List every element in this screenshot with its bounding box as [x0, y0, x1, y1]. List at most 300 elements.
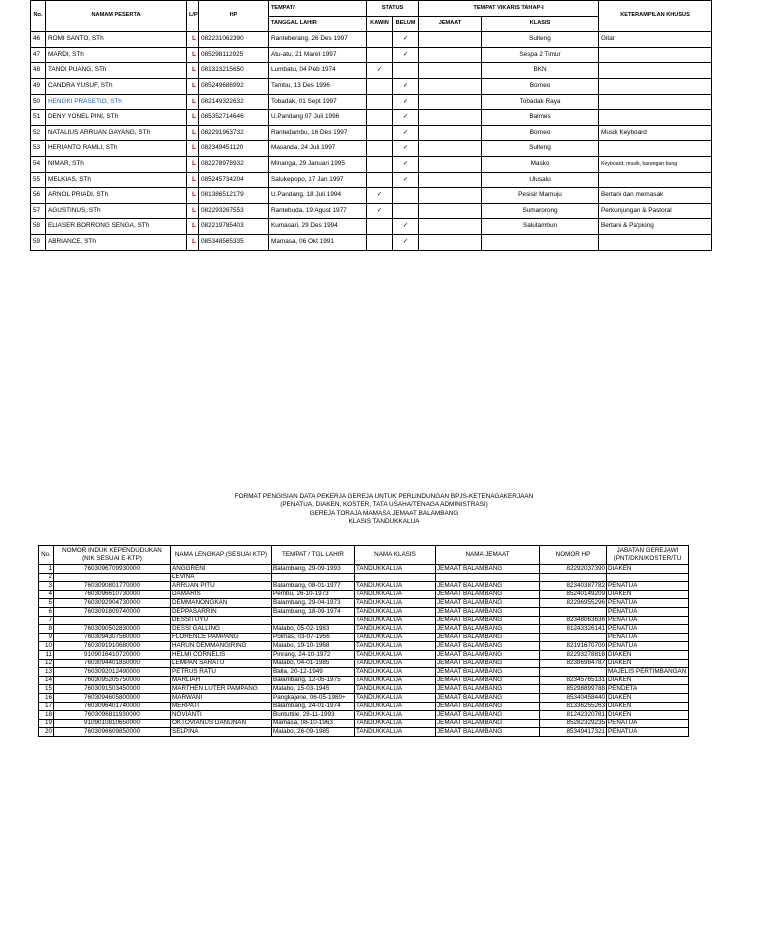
cell-nama-jemaat: JEMAAT BALAMBANG — [436, 685, 540, 694]
cell-nama-klasis: TANDUKKALUA — [355, 659, 436, 668]
form-subtitle: (PENATUA, DIAKEN, KOSTER, TATA USAHA/TENAGA ADMINISTRASI) — [280, 501, 488, 509]
cell-no: 14 — [39, 676, 54, 685]
cell-hp: 081386512179 — [199, 188, 269, 204]
cell-kawin — [367, 141, 393, 157]
cell-nama-klasis: TANDUKKALUA — [355, 565, 436, 574]
cell-klasis: Tobadak Raya — [482, 94, 599, 110]
cell-nama-klasis: TANDUKKALUA — [355, 590, 436, 599]
cell-belum: ✓ — [393, 94, 419, 110]
cell-nik: 7603091910680000 — [54, 642, 171, 651]
cell-belum: ✓ — [393, 110, 419, 126]
cell-ttl — [272, 573, 355, 582]
cell-jemaat — [419, 32, 482, 48]
cell-no: 11 — [39, 650, 54, 659]
cell-ttl: Malabo, 26-09-1985 — [272, 728, 355, 737]
cell-ttl: Balla, 20-12-1949 — [272, 668, 355, 677]
cell-nama: CANDRA YUSUF, STh — [46, 78, 187, 94]
cell-lp: L — [187, 203, 199, 219]
cell-nama: DENY YONEL PINI, STh — [46, 110, 187, 126]
cell-jemaat — [419, 94, 482, 110]
cell-lp: L — [187, 188, 199, 204]
cell-jabatan: PENATUA — [607, 728, 689, 737]
cell-nama-lengkap: MERPATI — [171, 702, 272, 711]
cell-nama-klasis: TANDUKKALUA — [355, 719, 436, 728]
cell-nama-jemaat: JEMAAT BALAMBANG — [436, 659, 540, 668]
cell-ttl: Kumasari, 29 Des 1994 — [269, 219, 367, 235]
cell-keterampilan — [599, 172, 712, 188]
cell-nama-jemaat: JEMAAT BALAMBANG — [436, 650, 540, 659]
cell-nomor-hp: 82386984787 — [540, 659, 607, 668]
cell-no: 3 — [39, 582, 54, 591]
cell-jabatan: PENATUA — [607, 599, 689, 608]
cell-nama-lengkap: HELMI CORNELIS — [171, 650, 272, 659]
cell-jemaat — [419, 203, 482, 219]
table-row — [39, 582, 689, 591]
cell-no: 46 — [31, 32, 46, 48]
cell-ttl: Pinrang, 24-10-1972 — [272, 650, 355, 659]
cell-no: 15 — [39, 685, 54, 694]
cell-kawin — [367, 172, 393, 188]
cell-hp: 082231062390 — [199, 32, 269, 48]
cell-nomor-hp — [540, 633, 607, 642]
cell-nama-klasis: TANDUKKALUA — [355, 668, 436, 677]
cell-klasis: Sespa 2 Timur — [482, 47, 599, 63]
cell-nama-lengkap: MARTHEN LUTER PAMPANG — [171, 685, 272, 694]
cell-ttl: Balambang, 29-04-1973 — [272, 599, 355, 608]
cell-hp: 082293267553 — [199, 203, 269, 219]
header-no: No. — [39, 546, 54, 565]
cell-belum: ✓ — [393, 47, 419, 63]
cell-no: 57 — [31, 203, 46, 219]
cell-no: 17 — [39, 702, 54, 711]
cell-belum: ✓ — [393, 219, 419, 235]
cell-nama-klasis: TANDUKKALUA — [355, 728, 436, 737]
cell-jabatan: PENDETA — [607, 685, 689, 694]
cell-kawin — [367, 110, 393, 126]
header-keterampilan: KETERAMPILAN KHUSUS — [599, 1, 712, 32]
cell-nama-jemaat: JEMAAT BALAMBANG — [436, 582, 540, 591]
cell-nama: HERIANTO RAMLI, STh — [46, 141, 187, 157]
table-row — [39, 590, 689, 599]
cell-nama: TANDI PUANG, STh — [46, 63, 187, 79]
cell-no: 2 — [39, 573, 54, 582]
cell-klasis: Masko — [482, 156, 599, 172]
table-row — [31, 110, 712, 126]
cell-keterampilan: Bertani & Pa'piong — [599, 219, 712, 235]
cell-no: 4 — [39, 590, 54, 599]
cell-jabatan: PENATUA — [607, 719, 689, 728]
cell-klasis: Sumarorong — [482, 203, 599, 219]
cell-keterampilan — [599, 141, 712, 157]
cell-no: 18 — [39, 711, 54, 720]
table-row — [39, 711, 689, 720]
header-lp: L/P — [187, 1, 199, 32]
cell-lp: L — [187, 94, 199, 110]
cell-nama: MELKIAS, STh — [46, 172, 187, 188]
cell-nama: HENGKI PRASETIO, STh — [46, 94, 187, 110]
cell-nik: 7603096401740000 — [54, 702, 171, 711]
table-row — [31, 141, 712, 157]
cell-nama-jemaat: JEMAAT BALAMBANG — [436, 625, 540, 634]
participant-table — [30, 0, 712, 251]
cell-no: 51 — [31, 110, 46, 126]
table-row — [39, 668, 689, 677]
header-no: No. — [31, 1, 46, 32]
cell-kawin — [367, 94, 393, 110]
cell-nik: 7603096609850000 — [54, 728, 171, 737]
cell-nomor-hp — [540, 668, 607, 677]
cell-belum: ✓ — [393, 156, 419, 172]
cell-lp: L — [187, 172, 199, 188]
cell-nama: AGUSTINUS, STh — [46, 203, 187, 219]
cell-nik: 7603091809740000 — [54, 607, 171, 616]
cell-nomor-hp: 82348063636 — [540, 616, 607, 625]
cell-nama-lengkap: MARLIAH — [171, 676, 272, 685]
header-jabatan: JABATAN GEREJAWI (PNT/DKN/KOSTER/TU — [607, 546, 689, 565]
table-row — [31, 156, 712, 172]
cell-ttl: Malabo, 19-10-1968 — [272, 642, 355, 651]
cell-nama-lengkap: DAMARIS — [171, 590, 272, 599]
cell-nik: 7603092012490000 — [54, 668, 171, 677]
cell-lp: L — [187, 63, 199, 79]
cell-nik: 7603096811930000 — [54, 711, 171, 720]
cell-jabatan: PENATUA — [607, 616, 689, 625]
cell-ttl: Balambang, 12-05-1975 — [272, 676, 355, 685]
cell-ttl: Balambang, 24-01-1974 — [272, 702, 355, 711]
header-klasis: KLASIS — [482, 16, 599, 32]
cell-hp: 085348565335 — [199, 234, 269, 250]
header-kawin: KAWIN — [367, 16, 393, 32]
cell-keterampilan: Perkunjungan & Pastoral — [599, 203, 712, 219]
cell-ttl: Malabo, 15-03-1945 — [272, 685, 355, 694]
cell-hp: 082349451120 — [199, 141, 269, 157]
cell-lp: L — [187, 234, 199, 250]
cell-nama-lengkap: HARUN DEMMANGIRING — [171, 642, 272, 651]
cell-nama-klasis: TANDUKKALUA — [355, 633, 436, 642]
cell-nama-klasis: TANDUKKALUA — [355, 685, 436, 694]
cell-no: 59 — [31, 234, 46, 250]
cell-ttl: Rantebuda, 19 Agust 1977 — [269, 203, 367, 219]
cell-kawin — [367, 156, 393, 172]
cell-nomor-hp: 85298899788 — [540, 685, 607, 694]
cell-nik: 7603090801770000 — [54, 582, 171, 591]
cell-jabatan: DIAKEN — [607, 693, 689, 702]
church-worker-table — [38, 545, 689, 737]
cell-nama-jemaat: JEMAAT BALAMBANG — [436, 728, 540, 737]
cell-jemaat — [419, 78, 482, 94]
cell-klasis: Borneo — [482, 125, 599, 141]
cell-no: 52 — [31, 125, 46, 141]
header-nomor-hp: NOMOR HP — [540, 546, 607, 565]
cell-kawin: ✓ — [367, 203, 393, 219]
header-jemaat: JEMAAT — [419, 16, 482, 32]
cell-lp: L — [187, 32, 199, 48]
header-tanggal: TANGGAL LAHIR — [269, 16, 367, 32]
cell-nama-lengkap: DEMMANONGKAN — [171, 599, 272, 608]
cell-kawin — [367, 125, 393, 141]
cell-ttl: U.Pandang 07 Juli 1996 — [269, 110, 367, 126]
cell-hp: 082278978932 — [199, 156, 269, 172]
cell-belum: ✓ — [393, 141, 419, 157]
cell-ttl: Pembu, 26-10-1973 — [272, 590, 355, 599]
cell-nama-lengkap: LEMPAN SARATU — [171, 659, 272, 668]
cell-jemaat — [419, 47, 482, 63]
cell-nomor-hp: 81243326141 — [540, 625, 607, 634]
table-row — [39, 685, 689, 694]
table-row — [31, 94, 712, 110]
cell-jabatan: PENATUA — [607, 642, 689, 651]
cell-no: 19 — [39, 719, 54, 728]
cell-lp: L — [187, 47, 199, 63]
cell-nama-lengkap: DESSI GALLING — [171, 625, 272, 634]
header-status: STATUS — [367, 1, 419, 17]
cell-no: 20 — [39, 728, 54, 737]
cell-jabatan: DIAKEN — [607, 565, 689, 574]
cell-kawin — [367, 219, 393, 235]
cell-ttl: Tambu, 13 Des 1996 — [269, 78, 367, 94]
cell-hp: 085298112925 — [199, 47, 269, 63]
cell-keterampilan — [599, 110, 712, 126]
cell-nama-lengkap: OKTOVIANUS DANUNAN — [171, 719, 272, 728]
cell-no: 6 — [39, 607, 54, 616]
cell-no: 1 — [39, 565, 54, 574]
header-belum: BELUM — [393, 16, 419, 32]
church-name: GEREJA TORAJA MAMASA JEMAAT BALAMBANG — [309, 509, 459, 517]
cell-belum: ✓ — [393, 78, 419, 94]
cell-nama-klasis: TANDUKKALUA — [355, 599, 436, 608]
cell-nomor-hp: 82345765131 — [540, 676, 607, 685]
cell-keterampilan: Musik Keyboard — [599, 125, 712, 141]
cell-klasis — [482, 234, 599, 250]
cell-ttl: Pangkajene, 06-05-1980+ — [272, 693, 355, 702]
table-row — [39, 599, 689, 608]
cell-belum: ✓ — [393, 234, 419, 250]
cell-jabatan: DIAKEN — [607, 590, 689, 599]
cell-jemaat — [419, 156, 482, 172]
cell-lp: L — [187, 219, 199, 235]
cell-nik — [54, 616, 171, 625]
cell-nama-jemaat: JEMAAT BALAMBANG — [436, 668, 540, 677]
cell-ttl: Rantedambu, 16 Des 1997 — [269, 125, 367, 141]
cell-ttl: U.Pandang, 18 Juli 1994 — [269, 188, 367, 204]
cell-ttl: Salukepopo, 17 Jan 1997 — [269, 172, 367, 188]
cell-nama-jemaat — [436, 573, 540, 582]
cell-kawin — [367, 47, 393, 63]
table-row — [31, 125, 712, 141]
cell-nik — [54, 573, 171, 582]
cell-no: 56 — [31, 188, 46, 204]
cell-nomor-hp: 82340387782 — [540, 582, 607, 591]
cell-kawin: ✓ — [367, 188, 393, 204]
cell-nama: MARDI, STh — [46, 47, 187, 63]
cell-jabatan — [607, 573, 689, 582]
cell-nomor-hp: 85340458440 — [540, 693, 607, 702]
cell-nama-klasis: TANDUKKALUA — [355, 693, 436, 702]
header-tempat: TEMPAT/ — [269, 1, 367, 17]
header-hp: HP — [199, 1, 269, 32]
cell-nik: 7603094605800000 — [54, 693, 171, 702]
cell-nik: 9109016410720000 — [54, 650, 171, 659]
cell-hp: 082291963732 — [199, 125, 269, 141]
cell-hp: 081313215650 — [199, 63, 269, 79]
cell-nomor-hp: 82293278818 — [540, 650, 607, 659]
cell-nik: 7603090502830000 — [54, 625, 171, 634]
cell-no: 50 — [31, 94, 46, 110]
table-row — [31, 63, 712, 79]
cell-nama-lengkap: NOVIANTI — [171, 711, 272, 720]
cell-nama-jemaat: JEMAAT BALAMBANG — [436, 719, 540, 728]
header-nama-jemaat: NAMA JEMAAT — [436, 546, 540, 565]
cell-jabatan: PENATUA — [607, 633, 689, 642]
cell-klasis: Pesisir Mamuju — [482, 188, 599, 204]
cell-ttl — [272, 616, 355, 625]
cell-no: 55 — [31, 172, 46, 188]
cell-keterampilan: Bertani dan memasak — [599, 188, 712, 204]
cell-kawin — [367, 32, 393, 48]
cell-jabatan: PENATUA — [607, 582, 689, 591]
cell-nama-lengkap: ANGGRENI — [171, 565, 272, 574]
cell-nama-jemaat: JEMAAT BALAMBANG — [436, 633, 540, 642]
header-nama-lengkap: NAMA LENGKAP (SESUAI KTP) — [171, 546, 272, 565]
cell-ttl: Mamasa, 08-10-1963 — [272, 719, 355, 728]
cell-keterampilan — [599, 94, 712, 110]
table-row — [39, 728, 689, 737]
cell-nama-klasis: TANDUKKALUA — [355, 676, 436, 685]
table-row — [31, 47, 712, 63]
header-vikaris: TEMPAT VIKARIS TAHAP-I — [419, 1, 599, 17]
cell-nama-klasis: TANDUKKALUA — [355, 711, 436, 720]
cell-nama-klasis: TANDUKKALUA — [355, 650, 436, 659]
table-row — [39, 693, 689, 702]
cell-nomor-hp: 81336255263 — [540, 702, 607, 711]
cell-keterampilan — [599, 78, 712, 94]
cell-nomor-hp: 85349417321 — [540, 728, 607, 737]
cell-jabatan: MAJELIS PERTIMBANGAN — [607, 668, 689, 677]
cell-keterampilan: Gitar — [599, 32, 712, 48]
cell-jabatan: DIAKEN — [607, 711, 689, 720]
cell-keterampilan: Keyboard, musik, karangan bung — [599, 156, 712, 172]
cell-nama-klasis: TANDUKKALUA — [355, 607, 436, 616]
cell-nomor-hp: 82191670700 — [540, 642, 607, 651]
cell-no: 54 — [31, 156, 46, 172]
cell-nik: 7603091503450000 — [54, 685, 171, 694]
cell-nama-jemaat: JEMAAT BALAMBANG — [436, 676, 540, 685]
cell-nama-jemaat: JEMAAT BALAMBANG — [436, 702, 540, 711]
cell-klasis: Balmes — [482, 110, 599, 126]
cell-ttl: Polmas, 03-07-1956 — [272, 633, 355, 642]
cell-keterampilan — [599, 47, 712, 63]
cell-nama-klasis: TANDUKKALUA — [355, 616, 436, 625]
cell-nama-jemaat: JEMAAT BALAMBANG — [436, 565, 540, 574]
cell-nama-jemaat: JEMAAT BALAMBANG — [436, 711, 540, 720]
cell-jemaat — [419, 141, 482, 157]
cell-hp: 085249686992 — [199, 78, 269, 94]
cell-jemaat — [419, 188, 482, 204]
table-row — [39, 565, 689, 574]
cell-jemaat — [419, 219, 482, 235]
cell-nama-jemaat: JEMAAT BALAMBANG — [436, 599, 540, 608]
cell-ttl: Masanda, 24 Juli 1997 — [269, 141, 367, 157]
cell-nama-jemaat: JEMAAT BALAMBANG — [436, 616, 540, 625]
cell-nama-klasis — [355, 573, 436, 582]
table-row — [39, 625, 689, 634]
cell-klasis: Ulusalu — [482, 172, 599, 188]
cell-jabatan: PENATUA — [607, 625, 689, 634]
cell-nik: 7603094401850000 — [54, 659, 171, 668]
cell-nama-jemaat: JEMAAT BALAMBANG — [436, 590, 540, 599]
cell-lp: L — [187, 141, 199, 157]
cell-kawin: ✓ — [367, 63, 393, 79]
cell-nama: NIMAR, STh — [46, 156, 187, 172]
cell-nomor-hp: 82292037390 — [540, 565, 607, 574]
cell-nama-lengkap: ARRUAN PITU — [171, 582, 272, 591]
cell-no: 5 — [39, 599, 54, 608]
cell-nik: 7603095205750000 — [54, 676, 171, 685]
cell-nomor-hp: 85282329235 — [540, 719, 607, 728]
cell-belum: ✓ — [393, 32, 419, 48]
cell-keterampilan — [599, 63, 712, 79]
cell-nama-klasis: TANDUKKALUA — [355, 625, 436, 634]
cell-nama-jemaat: JEMAAT BALAMBANG — [436, 642, 540, 651]
cell-hp: 085245734204 — [199, 172, 269, 188]
cell-nik: 7603096709930000 — [54, 565, 171, 574]
cell-jemaat — [419, 172, 482, 188]
cell-kawin — [367, 78, 393, 94]
cell-nama-lengkap: SELPINA — [171, 728, 272, 737]
cell-no: 53 — [31, 141, 46, 157]
cell-nama-lengkap: FLORENCE PAMPANG — [171, 633, 272, 642]
cell-nama: NATALIUS ARRUAN GAYANG, STh — [46, 125, 187, 141]
table-row — [39, 633, 689, 642]
cell-lp: L — [187, 156, 199, 172]
cell-keterampilan — [599, 234, 712, 250]
cell-nomor-hp — [540, 573, 607, 582]
cell-belum — [393, 203, 419, 219]
cell-klasis: BKN — [482, 63, 599, 79]
cell-nama-lengkap: LEVINA — [171, 573, 272, 582]
cell-klasis: Sulteng — [482, 32, 599, 48]
cell-nik: 7603094307560000 — [54, 633, 171, 642]
cell-ttl: Malabo, 04-01-1985 — [272, 659, 355, 668]
cell-nama: ELIASER BORRONG SENGA, STh — [46, 219, 187, 235]
cell-nomor-hp: 85240149209 — [540, 590, 607, 599]
form-title: FORMAT PENGISIAN DATA PEKERJA GEREJA UNTUK PERLINDUNGAN BPJS-KETENAGAKERJAAN — [234, 493, 534, 500]
cell-nama-klasis: TANDUKKALUA — [355, 702, 436, 711]
cell-ttl: Minanga, 29 Januari 1995 — [269, 156, 367, 172]
cell-belum — [393, 63, 419, 79]
table-row — [31, 188, 712, 204]
cell-no: 47 — [31, 47, 46, 63]
cell-kawin — [367, 234, 393, 250]
cell-jemaat — [419, 63, 482, 79]
cell-nomor-hp: 81242320781 — [540, 711, 607, 720]
table-row — [31, 219, 712, 235]
cell-no: 58 — [31, 219, 46, 235]
table-row — [39, 719, 689, 728]
klasis-name: KLASIS TANDUKKALUA — [348, 518, 420, 526]
cell-jabatan: DIAKEN — [607, 650, 689, 659]
cell-ttl: Buntuttile, 28-11-1993 — [272, 711, 355, 720]
cell-no: 8 — [39, 625, 54, 634]
cell-nama-lengkap: DEPPASARRIN — [171, 607, 272, 616]
cell-ttl: Tobadak, 01 Sept 1997 — [269, 94, 367, 110]
header-nama: NAMAM PESERTA — [46, 1, 187, 32]
cell-no: 9 — [39, 633, 54, 642]
cell-no: 48 — [31, 63, 46, 79]
cell-no: 12 — [39, 659, 54, 668]
cell-ttl: Ranteberang, 26 Des 1997 — [269, 32, 367, 48]
cell-no: 16 — [39, 693, 54, 702]
